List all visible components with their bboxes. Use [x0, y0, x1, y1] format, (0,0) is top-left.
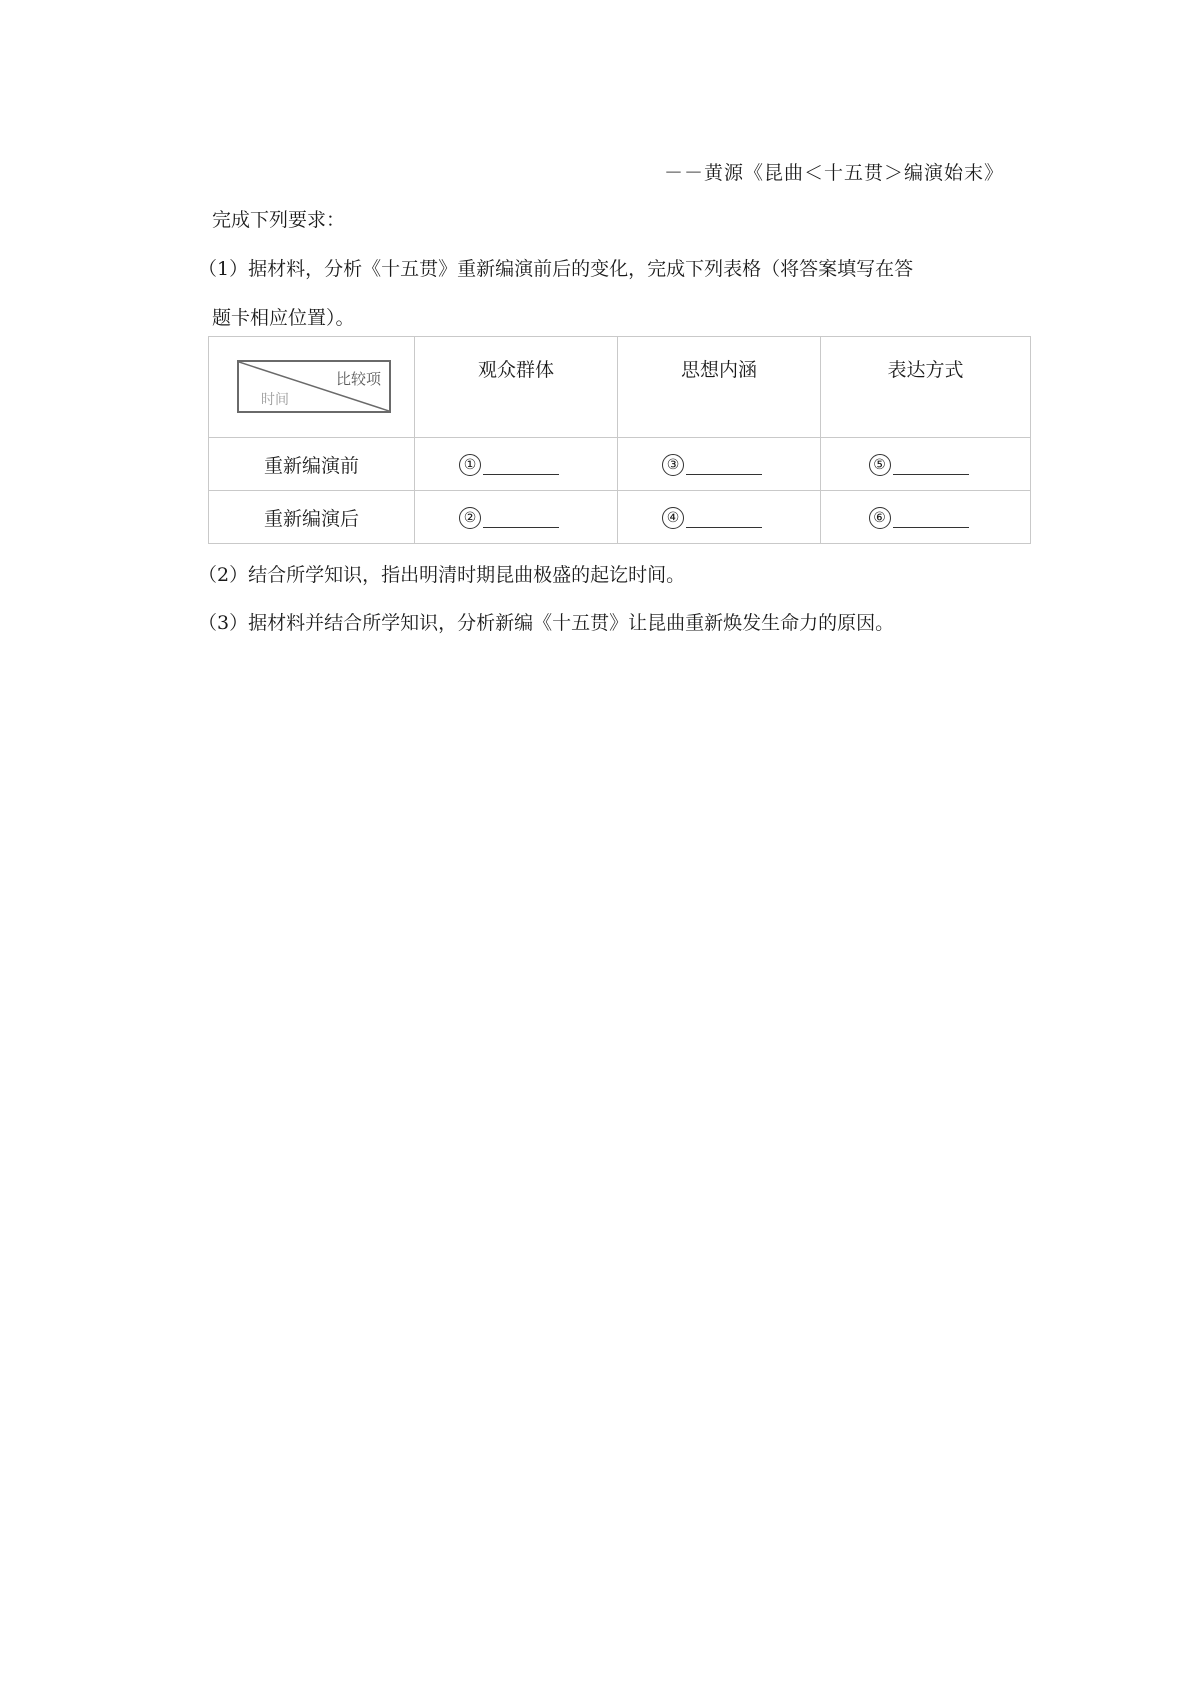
question-3: （3）据材料并结合所学知识，分析新编《十五贯》让昆曲重新焕发生命力的原因。: [198, 612, 895, 634]
column-header: 思想内涵: [618, 337, 821, 438]
answer-blank: [686, 507, 762, 528]
answer-blank: [483, 454, 559, 475]
column-header: 表达方式: [821, 337, 1031, 438]
answer-blank: [893, 507, 969, 528]
corner-bottom-label: 时间: [261, 392, 289, 408]
circled-number: ④: [662, 507, 684, 529]
answer-cell[interactable]: [415, 438, 618, 491]
answer-blank: [893, 454, 969, 475]
answer-blank: [483, 507, 559, 528]
circled-number: ⑤: [869, 454, 891, 476]
table-row: [209, 491, 1031, 544]
question-1-line-1: （1）据材料，分析《十五贯》重新编演前后的变化，完成下列表格（将答案填写在答: [198, 258, 914, 280]
circled-number: ⑥: [869, 507, 891, 529]
circled-number: ①: [459, 454, 481, 476]
table-row: [209, 438, 1031, 491]
question-2: （2）结合所学知识，指出明清时期昆曲极盛的起讫时间。: [198, 564, 686, 586]
row-label: 重新编演后: [209, 491, 415, 544]
table-header-row: [209, 337, 1031, 438]
source-citation: －－黄源《昆曲＜十五贯＞编演始末》: [663, 162, 1004, 184]
instruction-text: 完成下列要求：: [212, 209, 346, 231]
row-label: 重新编演前: [209, 438, 415, 491]
circled-number: ②: [459, 507, 481, 529]
answer-blank: [686, 454, 762, 475]
diagonal-header-image: [237, 360, 391, 413]
column-header: 观众群体: [415, 337, 618, 438]
comparison-table: [208, 336, 1031, 544]
answer-cell[interactable]: [415, 491, 618, 544]
answer-cell[interactable]: [821, 438, 1031, 491]
answer-cell[interactable]: [618, 438, 821, 491]
question-1-line-2: 题卡相应位置）。: [212, 307, 355, 329]
answer-cell[interactable]: [618, 491, 821, 544]
corner-top-label: 比较项: [335, 370, 381, 388]
answer-cell[interactable]: [821, 491, 1031, 544]
circled-number: ③: [662, 454, 684, 476]
corner-cell: [209, 337, 415, 438]
